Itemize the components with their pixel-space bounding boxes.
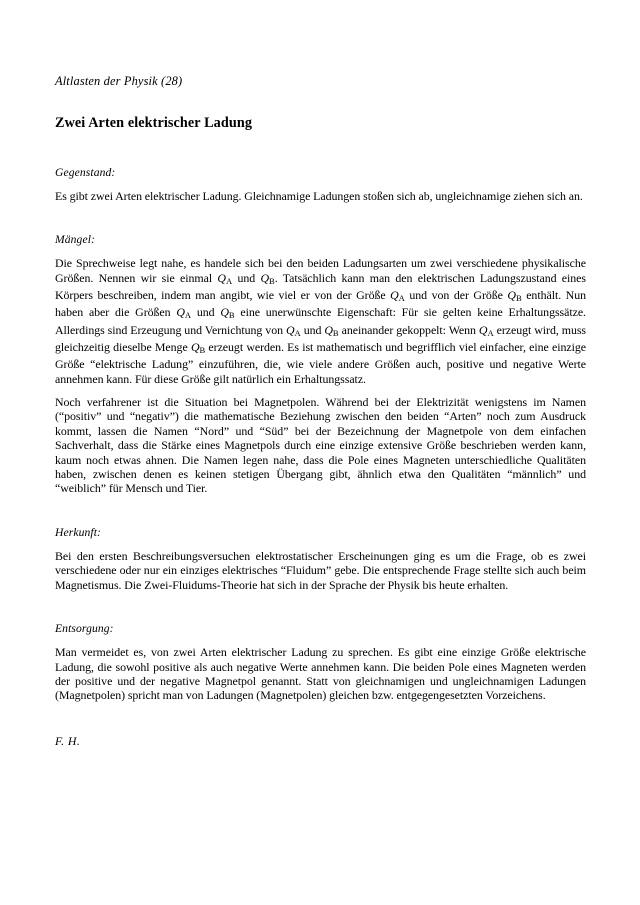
paragraph-herkunft-1: Bei den ersten Beschreibungsversuchen elektrostatischer Erscheinungen ging es um die Frage, ob es zwei verschiedene oder nur ein einziges elektrisches “Fluidum” gebe. Die entsprechende Frage stellte sich auch beim Magnetismus. Die Zwei-Fluidums-Theorie hat sich in der Sprache der Physik bis heute erhalten. — [55, 548, 586, 592]
math-q-a: $Q_A$ — [285, 322, 301, 338]
section-label-herkunft: Herkunft: — [55, 525, 101, 539]
section-maengel — [55, 233, 586, 495]
section-label-maengel: Mängel: — [55, 233, 95, 247]
math-q-b: $Q_B$ — [190, 339, 206, 355]
article-title: Zwei Arten elektrischer Ladung — [55, 115, 253, 131]
section-gegenstand — [55, 166, 586, 203]
math-q-b: $Q_B$ — [507, 288, 522, 303]
math-q-b: $Q_B$ — [260, 270, 275, 286]
math-q-b: $Q_B$ — [324, 322, 339, 338]
math-q-a: $Q_A$ — [478, 322, 494, 338]
section-entsorgung — [55, 622, 586, 703]
math-q-a: $Q_A$ — [390, 288, 405, 303]
author-initials: F. H. — [55, 733, 81, 748]
paragraph-gegenstand-1: Es gibt zwei Arten elektrischer Ladung. Gleichnamige Ladungen stoßen sich ab, ungleichnamige ziehen sich an. — [55, 189, 583, 203]
section-label-gegenstand: Gegenstand: — [55, 166, 116, 179]
paragraph-maengel-2: Noch verfahrener ist die Situation bei Magnetpolen. Während bei der Elektrizität wenigstens im Namen (“positiv” und “negativ”) die mathematische Beziehung zwischen den beiden “Arten” noch zum Ausdruck kommt, lassen die Namen “Nord” und “Süd” bei der Bezeichnung der Magnetpole von dem einfachen Sachverhalt, dass die Stärke eines Magnetpols durch eine einzige extensive Größe beschrieben werden kann, kaum noch etwas ahnen. Die Namen legen nahe, dass die Pole eines Magneten unterschiedliche Qualitäten haben, zwischen denen es keinen stetigen Übergang gibt, ähnlich etwa den Qualitäten “männlich” und “weiblich” für Mensch und Tier. — [55, 395, 586, 496]
math-q-a: $Q_A$ — [217, 270, 233, 286]
section-herkunft — [55, 526, 586, 592]
math-q-a: $Q_A$ — [176, 305, 192, 321]
paragraph-maengel-1: Die Sprechweise legt nahe, es handele sich bei den beiden Ladungsarten um zwei verschiedene physikalische Größen. Nennen wir sie einmal $Q_A$ und $Q_B$. Tatsächlich kann man den elektrischen Ladungszustand eines Körpers beschreiben, indem man angibt, wie viel er von der Größe $Q_A$ und von der Größe $Q_B$ enthält. Nun haben aber die Größen $Q_A$ und $Q_B$ eine unerwünschte Eigenschaft: Für sie gelten keine Erhaltungssätze. Allerdings sind Erzeugung und Vernichtung von $Q_A$ und $Q_B$ aneinander gekoppelt: Wenn $Q_A$ erzeugt wird, muss gleichzeitig dieselbe Menge $Q_B$ erzeugt werden. Es ist mathematisch und begrifflich viel einfacher, eine einzige Größe “elektrische Ladung” einzuführen, die, wie viele andere Größen auch, positive und negative Werte annehmen kann. Für diese Größe gilt natürlich ein Erhaltungssatz. — [55, 256, 587, 386]
paragraph-entsorgung-1: Man vermeidet es, von zwei Arten elektrischer Ladung zu sprechen. Es gibt eine einzige Größe elektrische Ladung, die sowohl positive als auch negative Werte annehmen kann. Die beiden Pole eines Magneten werden der positive und der negative Magnetpol genannt. Statt von gleichnamigen und ungleichnamigen Ladungen (Magnetpolen) spricht man von Ladungen (Magnetpolen) gleichen bzw. entgegengesetzten Vorzeichens. — [55, 645, 586, 703]
document-content — [55, 74, 586, 748]
running-head: Altlasten der Physik (28) — [55, 74, 183, 88]
section-label-entsorgung: Entsorgung: — [55, 622, 114, 636]
math-q-b: $Q_B$ — [220, 305, 235, 321]
